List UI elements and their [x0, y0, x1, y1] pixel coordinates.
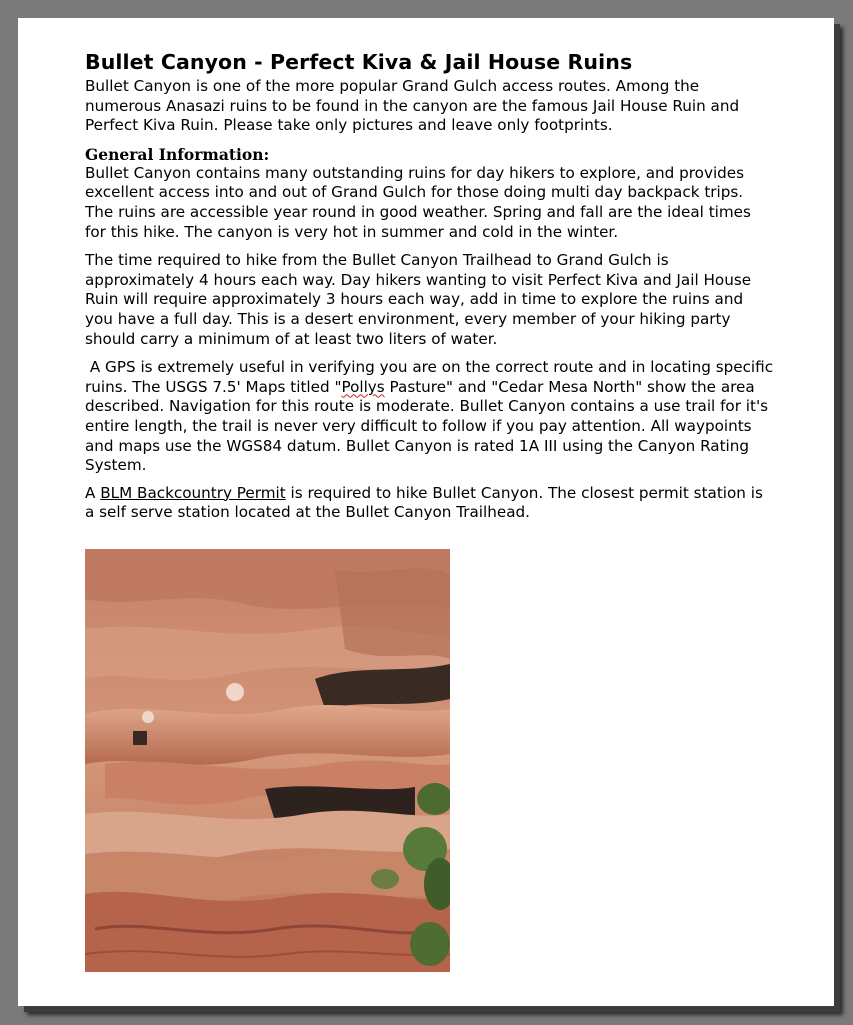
- general-info-heading: General Information:: [85, 144, 270, 164]
- spellcheck-word: Pollys: [341, 377, 385, 396]
- document-page: [18, 18, 834, 1006]
- gps-text-start: A GPS is extremely useful in verifying you are on the correct route and in locating specific ruins. The USGS 7.5' Maps titled ": [85, 358, 774, 396]
- permit-paragraph: [85, 484, 775, 523]
- permit-text-end: is required to hike Bullet Canyon. The closest permit station is a self serve station located at the Bullet Canyon Trailhead.: [85, 483, 763, 522]
- blm-permit-link[interactable]: BLM Backcountry Permit: [100, 483, 286, 502]
- gps-text-end: Pasture" and "Cedar Mesa North" show the area described. Navigation for this route is moderate. Bullet Canyon contains a use trail for it's entire length, the trail is never very difficult to follow if you pay attention. All waypoints and maps use the WGS84 datum. Bullet Canyon is rated 1A III using the Canyon Rating System.: [85, 377, 769, 475]
- article-body: [85, 50, 775, 532]
- permit-text-start: A: [85, 483, 101, 502]
- general-paragraph-1: Bullet Canyon contains many outstanding ruins for day hikers to explore, and provides excellent access into and out of Grand Gulch for those doing multi day backpack trips. The ruins are accessible year round in good weather. Spring and fall are the ideal times for this hike. The canyon is very hot in summer and cold in the winter.: [85, 163, 751, 241]
- canyon-ruins-photo: [85, 549, 450, 972]
- page-title: Bullet Canyon - Perfect Kiva & Jail House Ruins: [85, 50, 633, 74]
- intro-paragraph: Bullet Canyon is one of the more popular Grand Gulch access routes. Among the numerous Anasazi ruins to be found in the canyon are the famous Jail House Ruin and Perfect Kiva Ruin. Please take only pictures and leave only footprints.: [85, 77, 740, 135]
- general-paragraph-3: [85, 358, 775, 476]
- general-paragraph-2: The time required to hike from the Bullet Canyon Trailhead to Grand Gulch is approximately 4 hours each way. Day hikers wanting to visit Perfect Kiva and Jail House Ruin will require approximately 3 hours each way, add in time to explore the ruins and you have a full day. This is a desert environment, every member of your hiking party should carry a minimum of at least two liters of water.: [85, 251, 752, 348]
